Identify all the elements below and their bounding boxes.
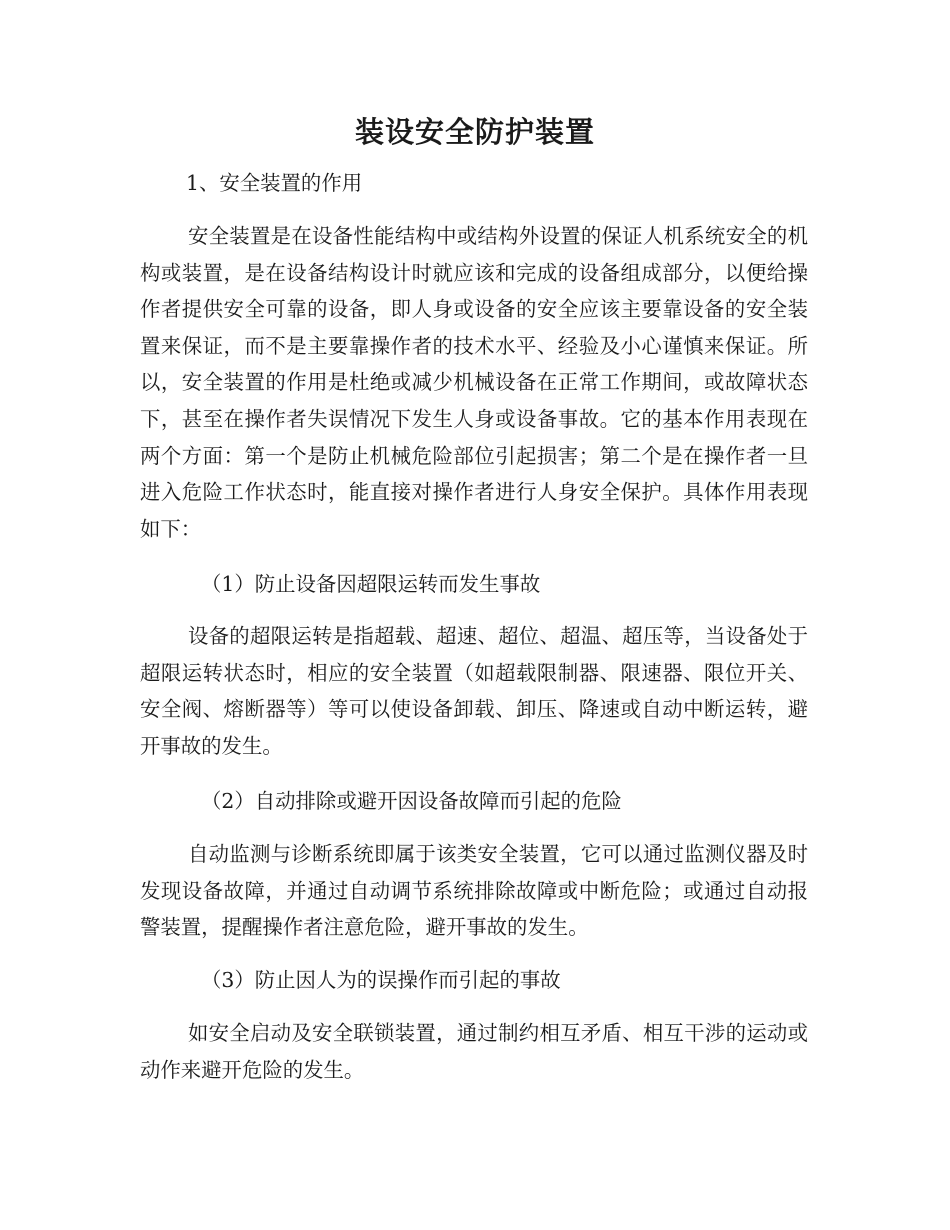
item-3-paragraph: 如安全启动及安全联锁装置，通过制约相互矛盾、相互干涉的运动或动作来避开危险的发生。 [140, 1021, 808, 1082]
item-1-paragraph: 设备的超限运转是指超载、超速、超位、超温、超压等，当设备处于超限运转状态时，相应的安全装置（如超载限制器、限速器、限位开关、安全阀、熔断器等）等可以使设备卸载、卸压、降速或自动中断运转，避开事故的发生。 [140, 624, 808, 758]
item-1-heading: （1）防止设备因超限运转而发生事故 [201, 572, 541, 596]
intro-paragraph: 安全装置是在设备性能结构中或结构外设置的保证人机系统安全的机构或装置，是在设备结构设计时就应该和完成的设备组成部分，以便给操作者提供安全可靠的设备，即人身或设备的安全应该主要靠设备的安全装置来保证，而不是主要靠操作者的技术水平、经验及小心谨慎来保证。所以，安全装置的作用是杜绝或减少机械设备在正常工作期间，或故障状态下，甚至在操作者失误情况下发生人身或设备事故。它的基本作用表现在两个方面：第一个是防止机械危险部位引起损害；第二个是在操作者一旦进入危险工作状态时，能直接对操作者进行人身安全保护。具体作用表现如下： [140, 224, 808, 541]
item-2-heading: （2）自动排除或避开因设备故障而引起的危险 [201, 789, 622, 813]
item-2-paragraph: 自动监测与诊断系统即属于该类安全装置，它可以通过监测仪器及时发现设备故障，并通过自动调节系统排除故障或中断危险；或通过自动报警装置，提醒操作者注意危险，避开事故的发生。 [140, 842, 808, 940]
item-3-heading: （3）防止因人为的误操作而引起的事故 [201, 968, 561, 992]
section-heading: 1、安全装置的作用 [186, 171, 363, 195]
document-title: 装设安全防护装置 [354, 115, 595, 149]
